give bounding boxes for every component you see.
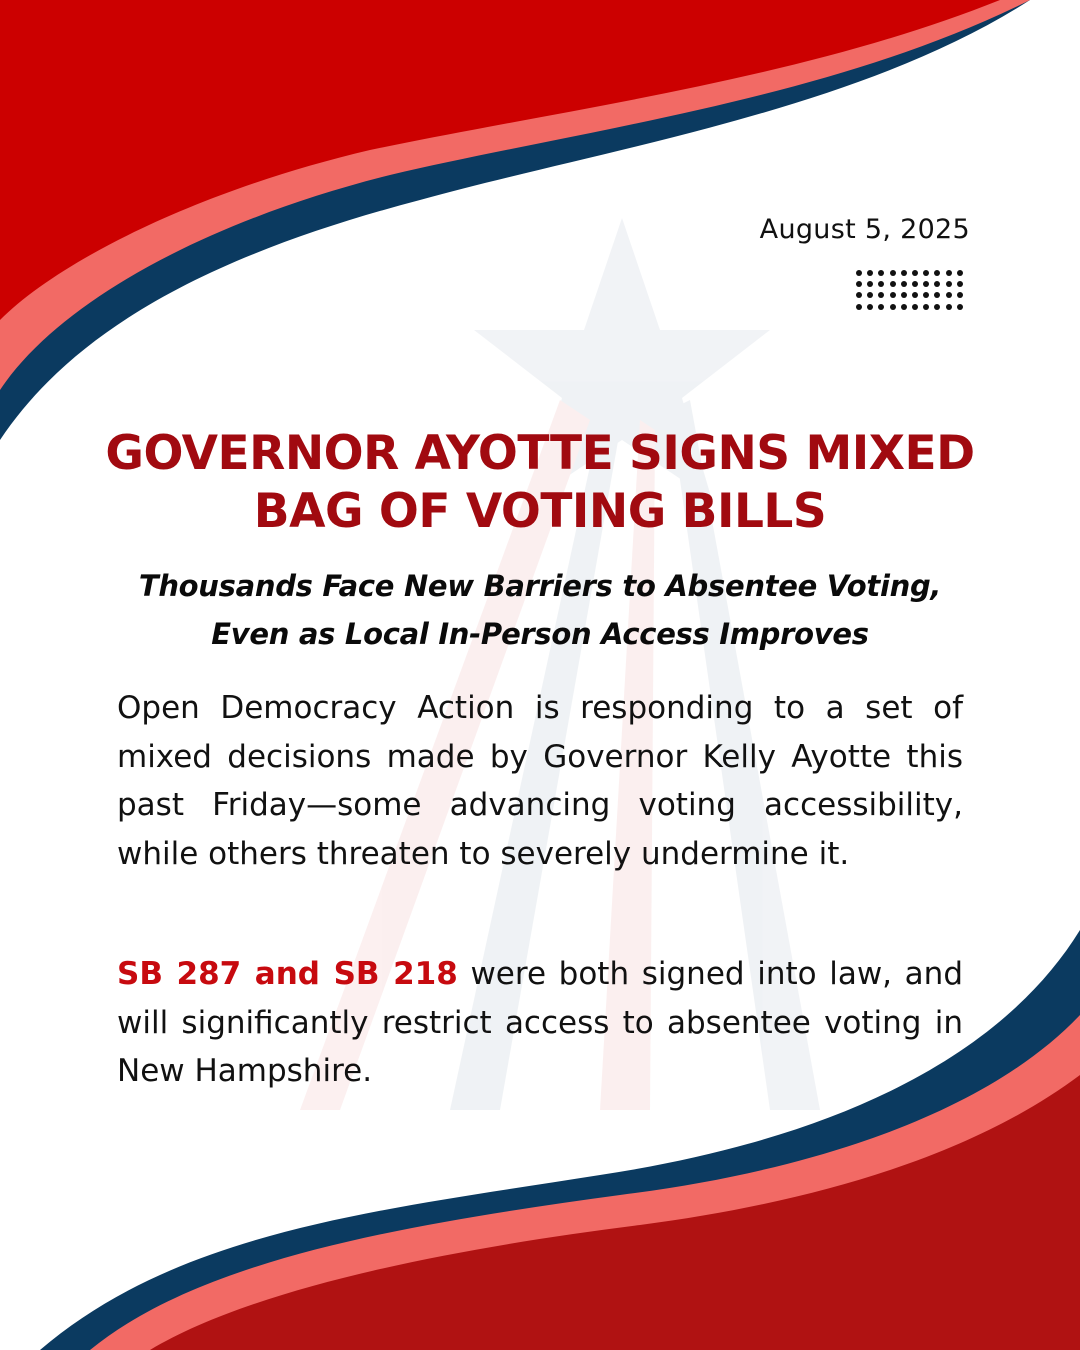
dot (957, 270, 963, 276)
dot (890, 270, 896, 276)
dot (878, 270, 884, 276)
dot (890, 292, 896, 298)
dot (856, 281, 862, 287)
dot (912, 281, 918, 287)
dot (934, 304, 940, 310)
dot (946, 304, 952, 310)
dot (923, 270, 929, 276)
dot (856, 270, 862, 276)
body-paragraph-2-text: were both signed into law, and will significantly restrict access to absentee voting in New Hampshire. (117, 956, 963, 1089)
dot (957, 292, 963, 298)
dot (934, 281, 940, 287)
dot (923, 304, 929, 310)
dot-grid-icon (856, 270, 963, 310)
dot (867, 292, 873, 298)
dot (856, 304, 862, 310)
publish-date: August 5, 2025 (759, 214, 970, 245)
dot (912, 292, 918, 298)
dot (901, 270, 907, 276)
page-title-line-1: GOVERNOR AYOTTE SIGNS MIXED (105, 426, 975, 481)
dot (901, 304, 907, 310)
subheadline-line-2: Even as Local In-Person Access Improves (211, 617, 869, 651)
dot (878, 281, 884, 287)
dot (901, 292, 907, 298)
dot (867, 304, 873, 310)
dot (867, 281, 873, 287)
dot (946, 281, 952, 287)
body-paragraph-1: Open Democracy Action is responding to a set of mixed decisions made by Governor Kelly Ayotte this past Friday—some advancing voting accessibility, while others threaten to severely undermine it. (117, 690, 963, 872)
page-title-line-2: BAG OF VOTING BILLS (253, 484, 827, 539)
page-title (40, 425, 1040, 541)
dot (923, 292, 929, 298)
dot (957, 304, 963, 310)
dot (923, 281, 929, 287)
dot (946, 292, 952, 298)
dot (890, 304, 896, 310)
dot (867, 270, 873, 276)
body-paragraph-2 (117, 950, 963, 1096)
dot (912, 304, 918, 310)
dot (957, 281, 963, 287)
dot (934, 270, 940, 276)
dot (946, 270, 952, 276)
subheadline-line-1: Thousands Face New Barriers to Absentee Voting, (138, 569, 942, 603)
bill-numbers-highlight: SB 287 and SB 218 (117, 956, 458, 992)
subheadline (40, 562, 1040, 658)
dot (912, 270, 918, 276)
dot (878, 292, 884, 298)
dot (878, 304, 884, 310)
dot (934, 292, 940, 298)
dot (901, 281, 907, 287)
dot (890, 281, 896, 287)
dot (856, 292, 862, 298)
